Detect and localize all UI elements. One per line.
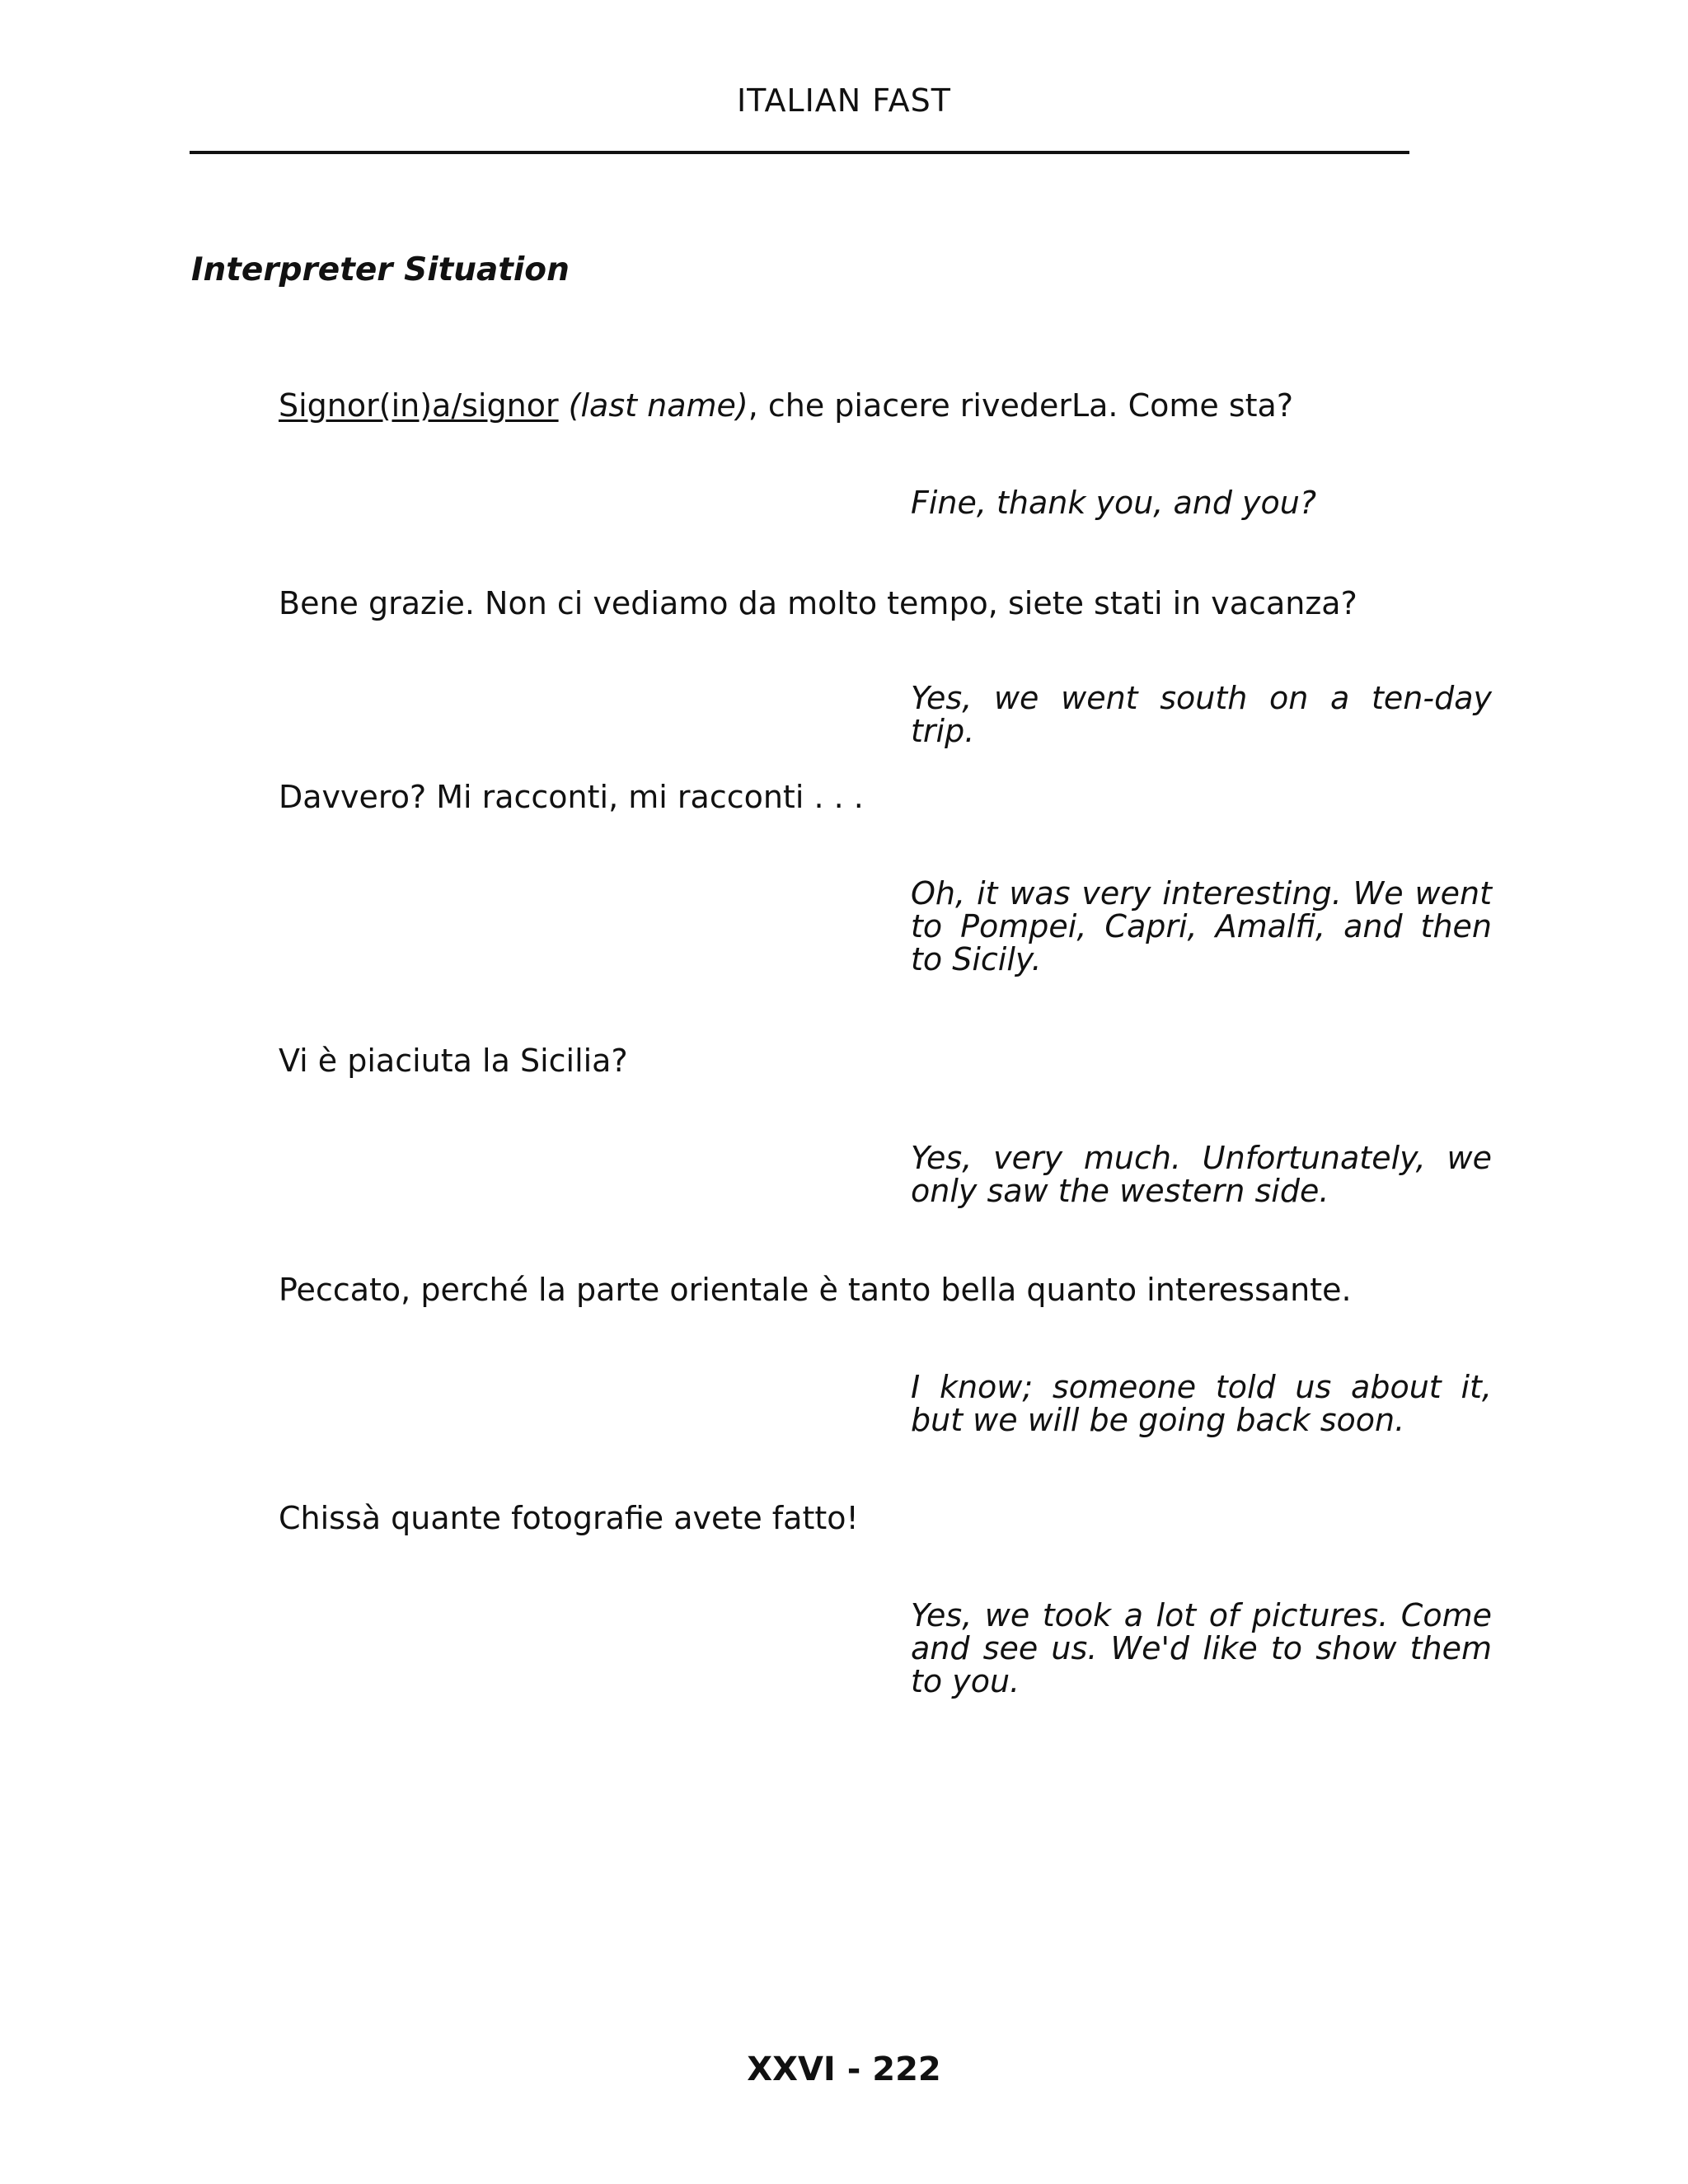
running-header: ITALIAN FAST	[736, 82, 952, 119]
english-line-5: I know; someone told us about it, but we will be going back soon.	[911, 1369, 1492, 1438]
italian-line-6: Chissà quante fotografie avete fatto!	[279, 1500, 859, 1536]
english-line-1: Fine, thank you, and you?	[911, 485, 1317, 521]
italian-line-2: Bene grazie. Non ci vediamo da molto tempo, siete stati in vacanza?	[279, 585, 1357, 621]
page-number: XXVI - 222	[747, 2050, 941, 2088]
section-title: Interpreter Situation	[191, 251, 570, 288]
italian-line-4: Vi è piaciuta la Sicilia?	[279, 1043, 628, 1079]
italian-line-1-text: , che piacere rivederLa. Come sta?	[748, 387, 1293, 424]
english-line-2: Yes, we went south on a ten-day trip.	[911, 680, 1492, 749]
english-line-6: Yes, we took a lot of pictures. Come and see us. We'd like to show them to you.	[911, 1597, 1492, 1699]
italian-line-3: Davvero? Mi racconti, mi racconti . . .	[279, 779, 864, 815]
header-divider	[190, 151, 1409, 154]
english-line-4: Yes, very much. Unfortunately, we only saw the western side.	[911, 1140, 1492, 1209]
title-placeholder: Signor(in)a/signor	[279, 387, 559, 424]
italian-line-5: Peccato, perché la parte orientale è tanto bella quanto interessante.	[279, 1272, 1352, 1308]
last-name-placeholder: (last name)	[568, 387, 748, 424]
italian-line-1	[279, 387, 1293, 424]
english-line-3: Oh, it was very interesting. We went to Pompei, Capri, Amalfi, and then to Sicily.	[911, 875, 1492, 977]
